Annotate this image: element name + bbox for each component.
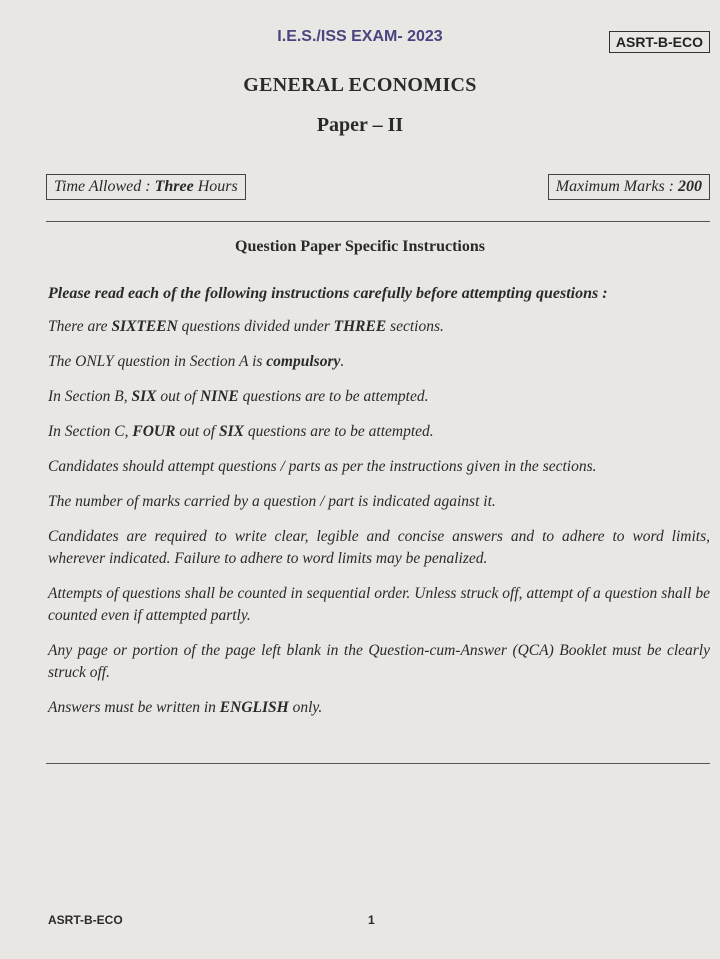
time-label: Time Allowed : bbox=[54, 178, 155, 195]
instruction-item: Answers must be written in ENGLISH only. bbox=[48, 699, 323, 716]
paper-subtitle: Paper – II bbox=[316, 114, 404, 136]
page-title: GENERAL ECONOMICS bbox=[243, 74, 477, 96]
instruction-item: There are SIXTEEN questions divided under THREE sections. bbox=[48, 318, 444, 335]
top-divider bbox=[46, 221, 710, 222]
instruction-item: Candidates should attempt questions / parts as per the instructions given in the sections. bbox=[48, 458, 597, 475]
page-number: 1 bbox=[368, 913, 375, 927]
time-value: Three bbox=[154, 178, 194, 195]
instruction-item: In Section C, FOUR out of SIX questions are to be attempted. bbox=[48, 423, 434, 440]
instructions-lead: Please read each of the following instructions carefully before attempting questions : bbox=[48, 285, 608, 302]
time-unit: Hours bbox=[193, 178, 238, 195]
instruction-item: In Section B, SIX out of NINE questions are to be attempted. bbox=[48, 388, 429, 405]
bottom-divider bbox=[46, 763, 710, 764]
instructions-heading: Question Paper Specific Instructions bbox=[235, 238, 485, 255]
instruction-item: Candidates are required to write clear, legible and concise answers and to adhere to word limits, wherever indicated. Failure to adhere to word limits may be penalized. bbox=[48, 528, 710, 567]
instruction-item: The number of marks carried by a question / part is indicated against it. bbox=[48, 493, 496, 510]
exam-name: I.E.S./ISS EXAM- 2023 bbox=[277, 28, 443, 45]
marks-label: Maximum Marks : bbox=[555, 178, 678, 195]
instruction-item: The ONLY question in Section A is compulsory. bbox=[48, 353, 345, 370]
instruction-item: Any page or portion of the page left blank in the Question-cum-Answer (QCA) Booklet must be clearly struck off. bbox=[48, 642, 710, 681]
instruction-item: Attempts of questions shall be counted in sequential order. Unless struck off, attempt of a question shall be counted even if attempted partly. bbox=[48, 585, 710, 624]
footer-paper-code: ASRT-B-ECO bbox=[48, 913, 123, 927]
marks-value: 200 bbox=[678, 178, 702, 195]
paper-code-box: ASRT-B-ECO bbox=[609, 31, 710, 53]
time-allowed-box bbox=[46, 174, 246, 200]
maximum-marks-box bbox=[548, 174, 710, 200]
instructions-list bbox=[48, 282, 710, 732]
